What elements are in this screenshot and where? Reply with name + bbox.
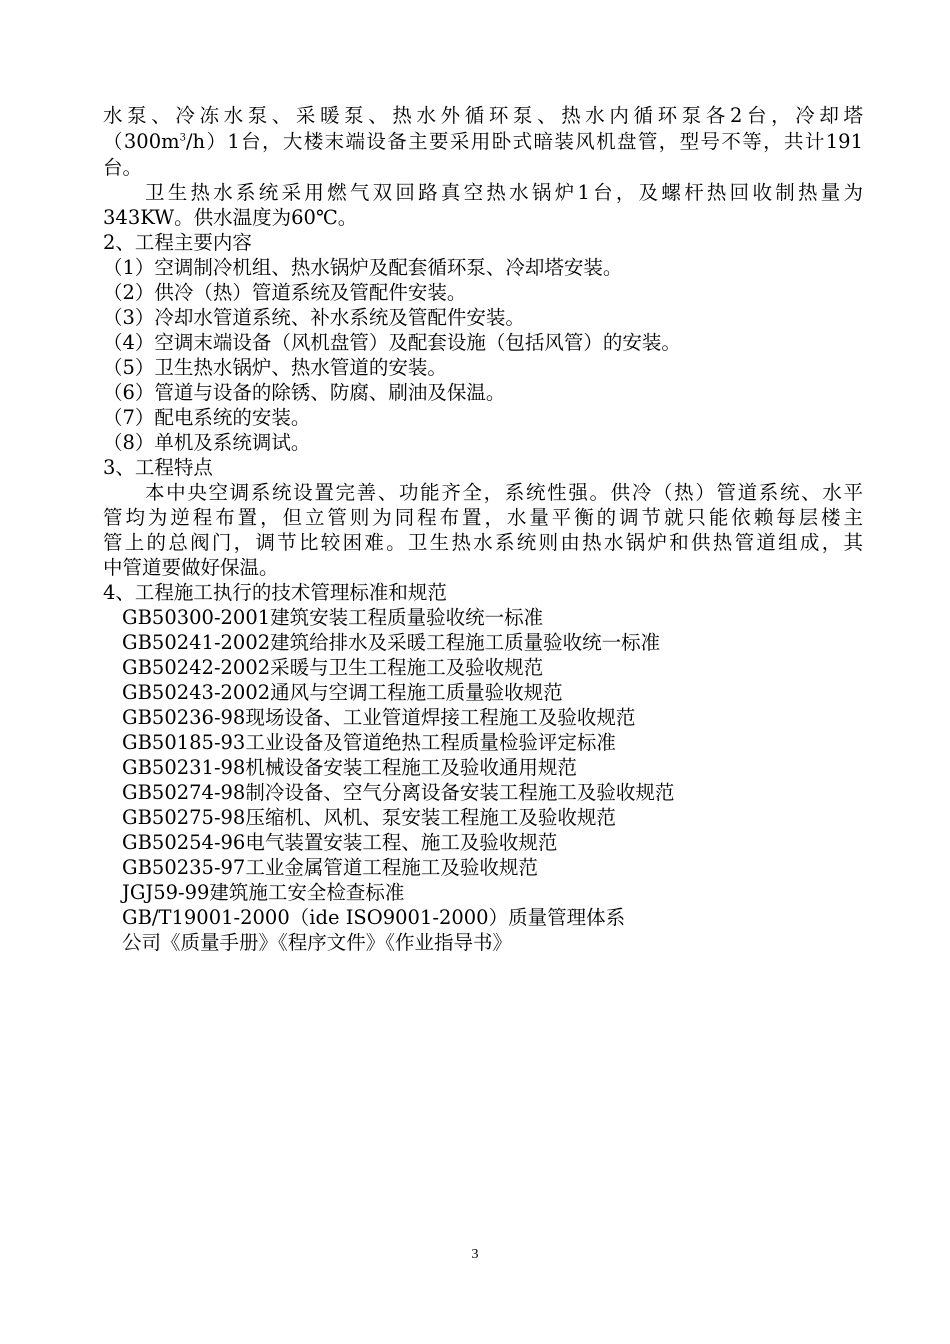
section-4-heading: 4、工程施工执行的技术管理标准和规范 — [103, 581, 447, 604]
section-3-paragraph-line: 本中央空调系统设置完善、功能齐全，系统性强。供冷（热）管道系统、水平 — [145, 481, 863, 504]
standard-item: GB50243-2002通风与空调工程施工质量验收规范 — [122, 681, 563, 704]
section-2-item: （2）供冷（热）管道系统及管配件安装。 — [103, 281, 467, 304]
standard-item: GB50235-97工业金属管道工程施工及验收规范 — [122, 856, 538, 879]
intro-line-5: 343KW。供水温度为60℃。 — [103, 206, 358, 229]
standard-item: GB50236-98现场设备、工业管道焊接工程施工及验收规范 — [122, 706, 636, 729]
section-2-item: （7）配电系统的安装。 — [103, 406, 311, 429]
standard-item: GB/T19001-2000（ide ISO9001-2000）质量管理体系 — [122, 906, 626, 929]
page-number: 3 — [471, 1247, 479, 1262]
section-3-heading: 3、工程特点 — [103, 456, 213, 479]
section-2-item: （8）单机及系统调试。 — [103, 431, 311, 454]
standard-item: GB50300-2001建筑安装工程质量验收统一标准 — [122, 606, 544, 629]
standard-item: 公司《质量手册》《程序文件》《作业指导书》 — [122, 931, 513, 954]
intro-line-2-b: /h）1台，大楼末端设备主要采用卧式暗装风机盘管，型号不等，共计191 — [185, 130, 863, 153]
section-3-paragraph-line: 中管道要做好保温。 — [103, 556, 279, 579]
standard-item: GB50241-2002建筑给排水及采暖工程施工质量验收统一标准 — [122, 631, 661, 654]
section-2-heading: 2、工程主要内容 — [103, 231, 252, 254]
intro-superscript: 3 — [179, 132, 186, 144]
standard-item: GB50275-98压缩机、风机、泵安装工程施工及验收规范 — [122, 806, 616, 829]
intro-line-1: 水泵、冷冻水泵、采暖泵、热水外循环泵、热水内循环泵各2台，冷却塔 — [103, 104, 863, 127]
standard-item: JGJ59-99建筑施工安全检查标准 — [122, 881, 405, 904]
section-2-item: （3）冷却水管道系统、补水系统及管配件安装。 — [103, 306, 525, 329]
standard-item: GB50185-93工业设备及管道绝热工程质量检验评定标准 — [122, 731, 616, 754]
section-3-paragraph-line: 管上的总阀门，调节比较困难。卫生热水系统则由热水锅炉和供热管道组成，其 — [103, 531, 863, 554]
section-2-item: （5）卫生热水锅炉、热水管道的安装。 — [103, 356, 447, 379]
standard-item: GB50274-98制冷设备、空气分离设备安装工程施工及验收规范 — [122, 781, 675, 804]
intro-line-3: 台。 — [103, 156, 143, 179]
standard-item: GB50254-96电气装置安装工程、施工及验收规范 — [122, 831, 558, 854]
intro-line-2 — [103, 130, 863, 154]
section-2-item: （4）空调末端设备（风机盘管）及配套设施（包括风管）的安装。 — [103, 331, 681, 354]
standard-item: GB50242-2002采暖与卫生工程施工及验收规范 — [122, 656, 544, 679]
section-2-item: （6）管道与设备的除锈、防腐、刷油及保温。 — [103, 381, 506, 404]
standard-item: GB50231-98机械设备安装工程施工及验收通用规范 — [122, 756, 577, 779]
intro-line-4: 卫生热水系统采用燃气双回路真空热水锅炉1台，及螺杆热回收制热量为 — [145, 181, 863, 204]
section-2-item: （1）空调制冷机组、热水锅炉及配套循环泵、冷却塔安装。 — [103, 256, 623, 279]
section-3-paragraph-line: 管均为逆程布置，但立管则为同程布置，水量平衡的调节就只能依赖每层楼主 — [103, 506, 863, 529]
intro-line-2-a: （300m — [103, 130, 180, 153]
